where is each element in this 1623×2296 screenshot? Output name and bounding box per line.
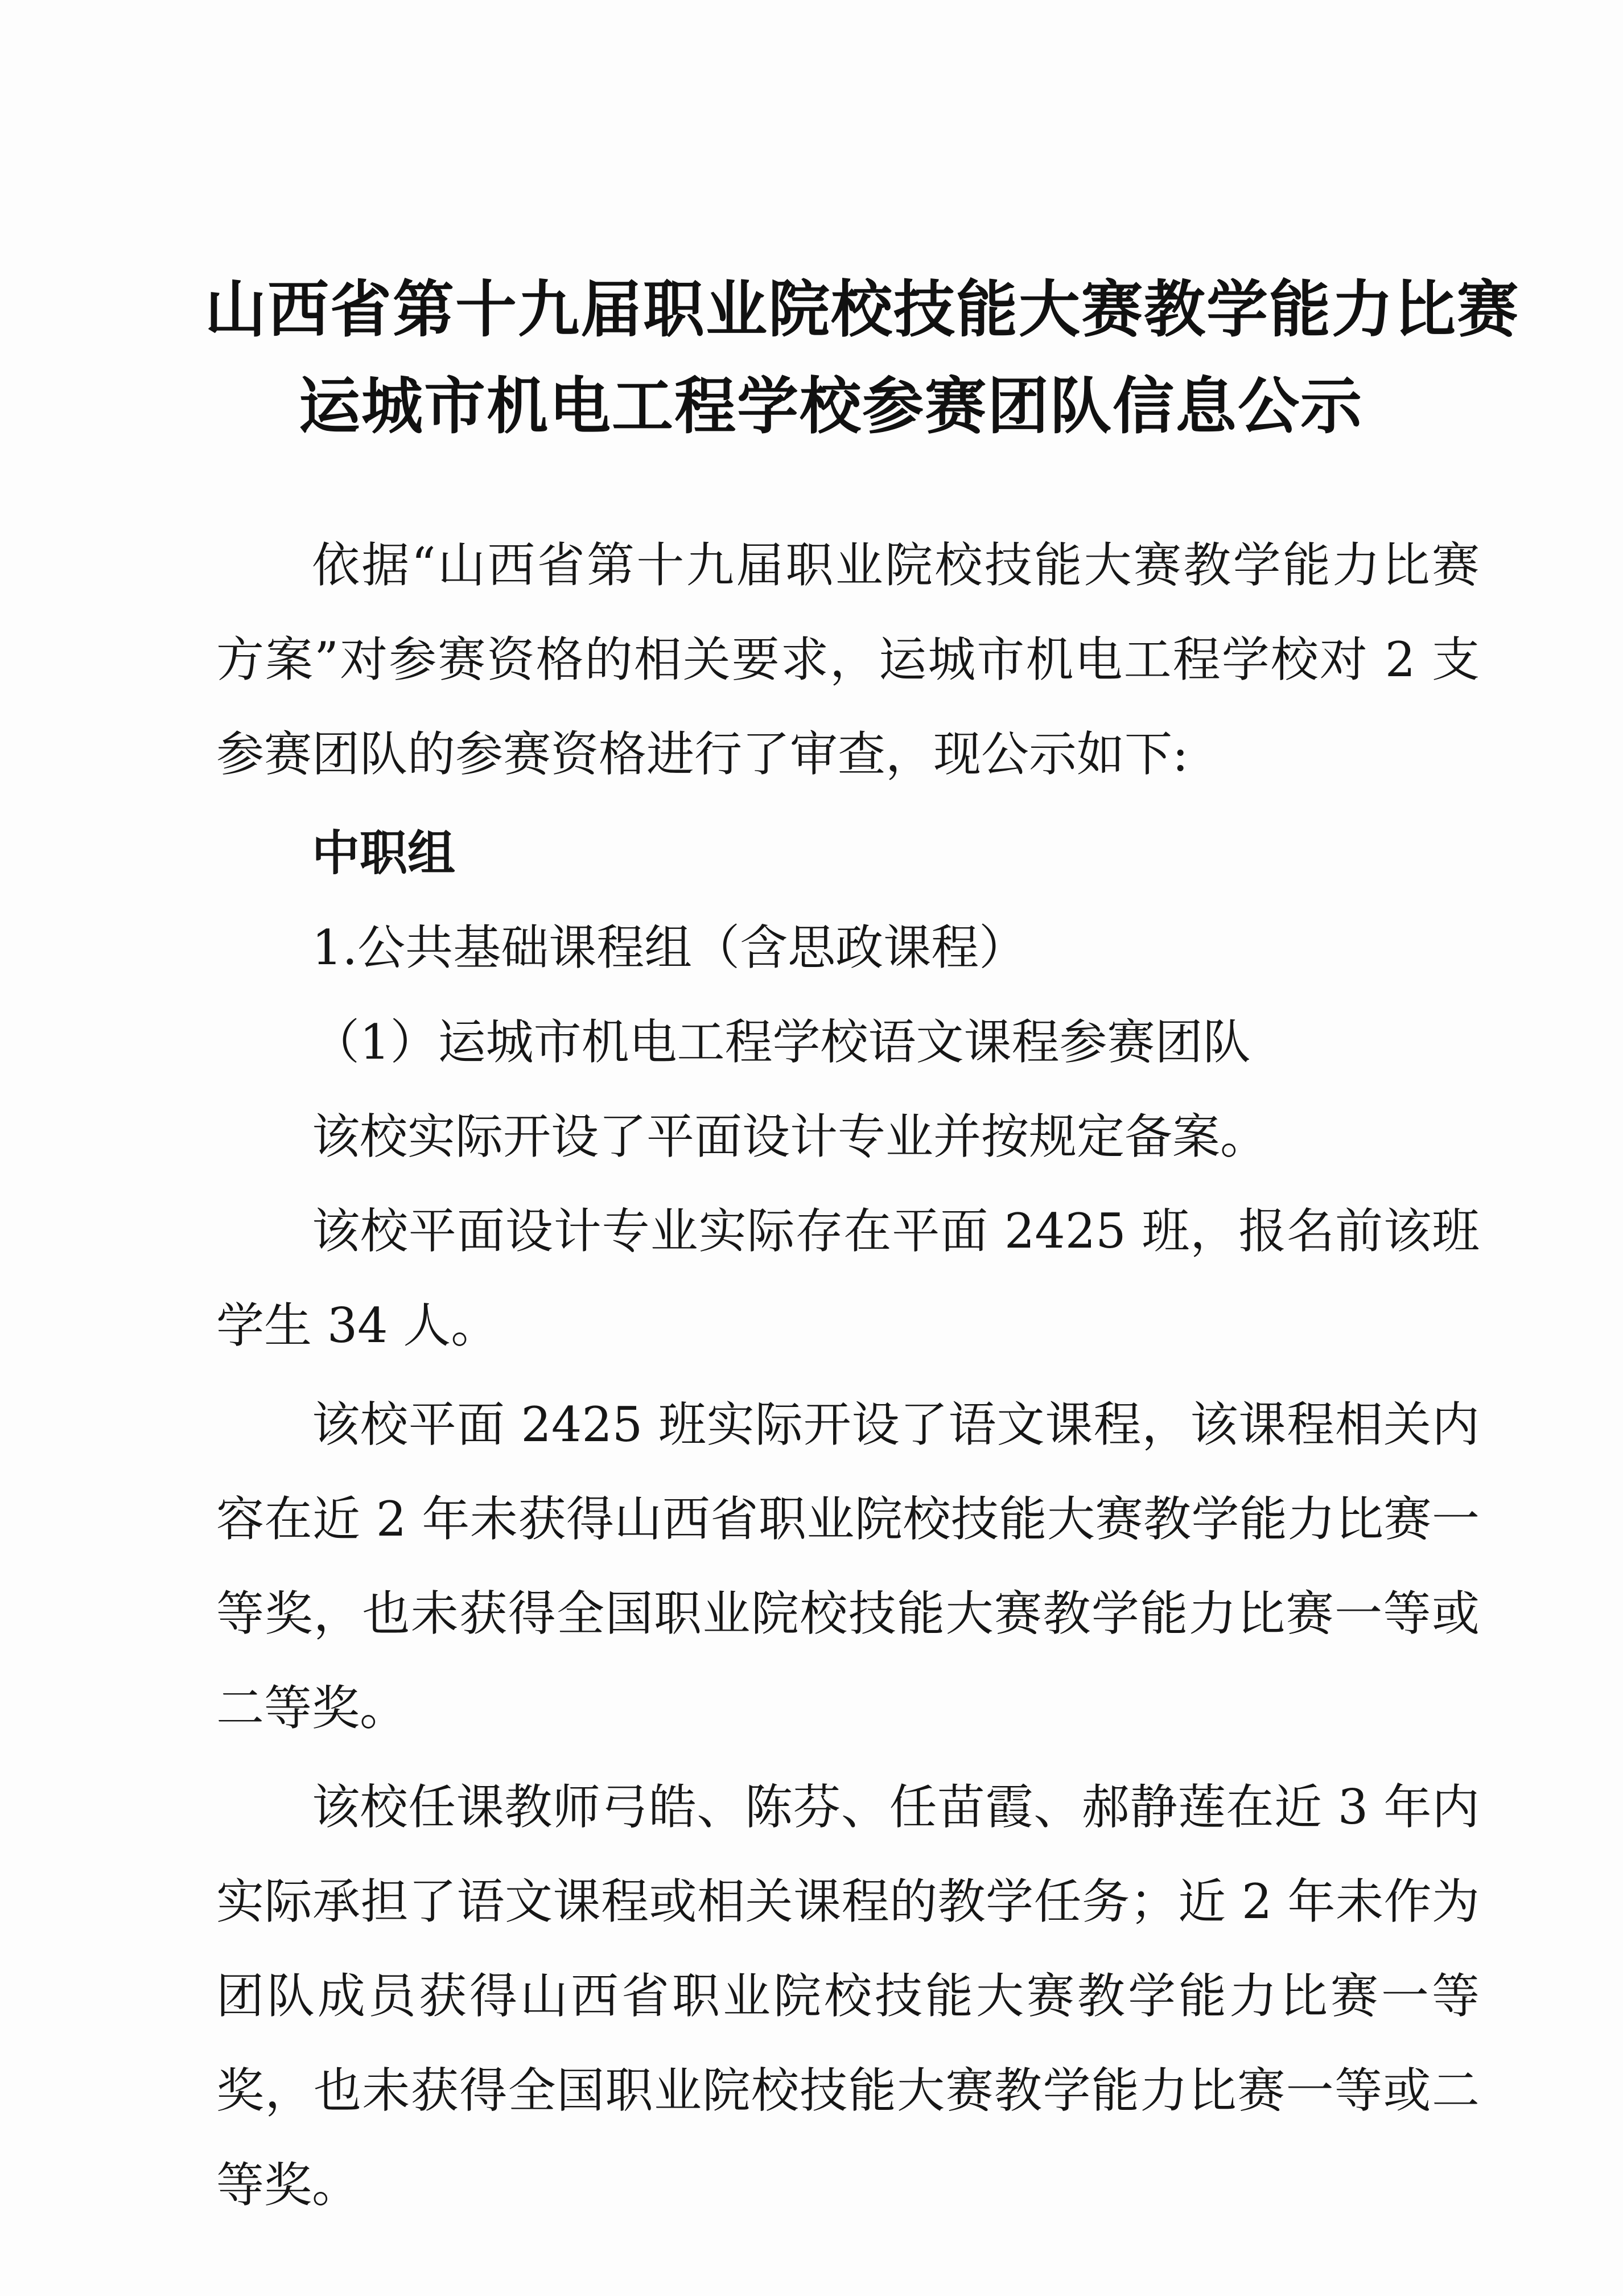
title-line-1: 山西省第十九届职业院校技能大赛教学能力比赛 (205, 274, 1520, 345)
paragraph-course: 该校平面 2425 班实际开设了语文课程，该课程相关内容在近 2 年未获得山西省职业院校技能大赛教学能力比赛一等奖，也未获得全国职业院校技能大赛教学能力比赛一等或二等奖。 (216, 1397, 1480, 1736)
category-heading: 1.公共基础课程组（含思政课程） (312, 920, 1027, 976)
document-title (205, 262, 1520, 455)
document-body (216, 518, 1480, 2232)
paragraph-specialty: 该校实际开设了平面设计专业并按规定备案。 (312, 1109, 1268, 1165)
group-heading: 中职组 (312, 825, 456, 881)
team-heading: （1）运城市机电工程学校语文课程参赛团队 (312, 1014, 1251, 1070)
paragraph-class: 该校平面设计专业实际存在平面 2425 班，报名前该班学生 34 人。 (216, 1203, 1480, 1353)
intro-paragraph: 依据“山西省第十九届职业院校技能大赛教学能力比赛方案”对参赛资格的相关要求，运城市机电工程学校对 2 支参赛团队的参赛资格进行了审查，现公示如下: (216, 537, 1480, 782)
title-line-2: 运城市机电工程学校参赛团队信息公示 (298, 371, 1363, 442)
paragraph-teachers: 该校任课教师弓皓、陈芬、任苗霞、郝静莲在近 3 年内实际承担了语文课程或相关课程的教学任务；近 2 年未作为团队成员获得山西省职业院校技能大赛教学能力比赛一等奖，也未获得全国职业院校技能大赛教学能力比赛一等或二等奖。 (216, 1779, 1480, 2213)
